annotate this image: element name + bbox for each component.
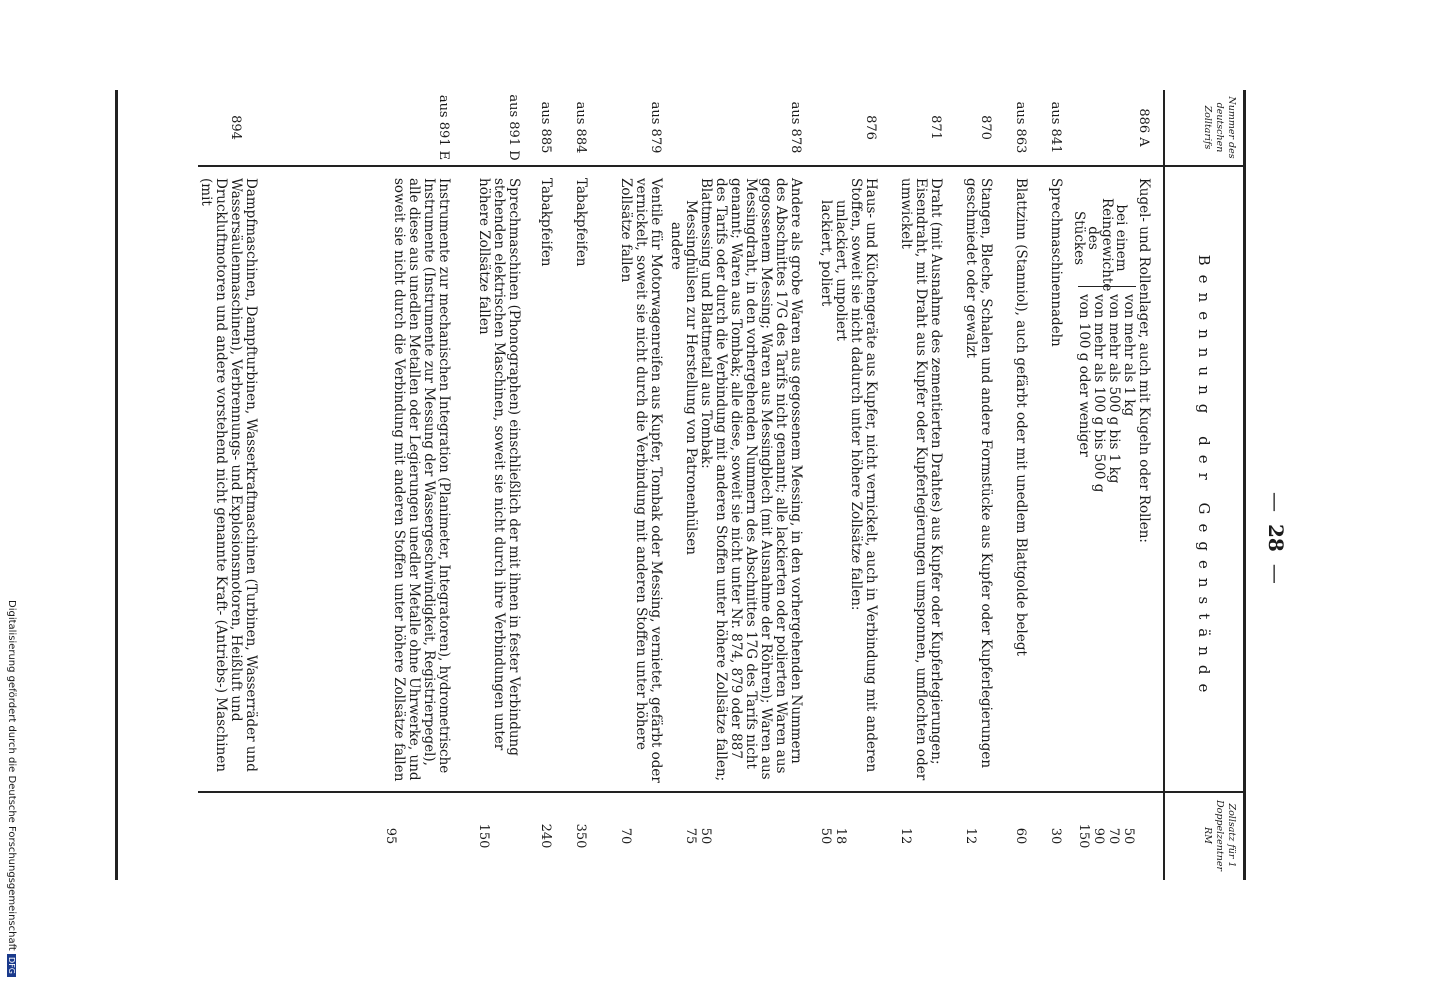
item-description: Tabakpfeifen (573, 178, 589, 267)
item-description (818, 178, 878, 783)
rate: 70 (1106, 827, 1121, 845)
rate-stack (818, 798, 848, 874)
tariff-number: aus 879 (648, 101, 663, 154)
footer-text: Digitalisierung gefördert durch die Deutsche Forschungsgemeinschaft (6, 600, 17, 951)
sub-item: andere (668, 222, 684, 270)
brace-items (1076, 294, 1136, 492)
tariff-number: aus 885 (538, 101, 553, 154)
tariff-number: aus 841 (1048, 101, 1063, 154)
rate: 60 (1013, 827, 1028, 845)
rate: 95 (383, 827, 398, 845)
rate-stack (1076, 798, 1136, 874)
page-number: —28— (1264, 492, 1288, 584)
item-text: Andere als grobe Waren aus gegossenem Messing, in den vorhergehenden Nummern des Abschnittes 17G des Tarifs nicht genannt; alle lackierten oder polierten Waren aus gegossenem Messing; Waren aus Messingblech (mit Ausnahme der Röhren); Waren aus Messingdraht, in den vorhergehenden Nummern des Abschnittes 17G des Tarifs nicht genannt; Waren aus Tombak; alle diese, soweit sie nicht unter Nr. 874, 879 oder 887 des Tarifs oder durch die Verbindung mit anderen Stoffen unter höhere Zollsätze fallen; Blattmessing und Blattmetall aus Tombak: (698, 178, 804, 782)
rate: 30 (1048, 827, 1063, 845)
tariff-number: aus 863 (1013, 101, 1028, 154)
footer-text-wrap (6, 600, 17, 995)
item-description: Tabakpfeifen (538, 178, 554, 267)
tariff-number: aus 891 D (506, 94, 521, 161)
rate: 12 (963, 827, 978, 845)
rate: 12 (898, 827, 913, 845)
sub-item: von mehr als 100 g bis 500 g (1091, 294, 1107, 493)
rate: 50 (1121, 827, 1136, 845)
brace (1078, 286, 1136, 287)
tariff-number: 870 (978, 115, 993, 140)
item-text: Haus- und Küchengeräte aus Kupfer, nicht vernickelt, auch in Verbindung mit anderen Stoffen, soweit sie nicht dadurch unter höhere Zollsätze fallen: (848, 178, 879, 773)
rate: 50 (698, 827, 713, 845)
rate: 150 (1076, 823, 1091, 849)
digitization-footer (6, 600, 18, 1000)
sub-item: lackiert, poliert (818, 200, 834, 307)
column-header-description: Benennung der Gegenstände (1195, 254, 1213, 702)
dfg-logo: DFG (7, 954, 16, 977)
item-description: Ventile für Motorwagenreifen aus Kupfer, Tombak oder Messing, vernietet, gefärbt oder vernickelt, soweit sie nicht durch die Verbindung mit anderen Stoffen unter höhere Zollsätze fallen (618, 178, 664, 783)
item-description: Sprechmaschinennadeln (1048, 178, 1064, 347)
tariff-number: aus 884 (573, 101, 588, 154)
item-description (1071, 178, 1152, 783)
rate: 70 (618, 827, 633, 845)
rate-stack (683, 798, 713, 874)
tariff-number: 886 A (1136, 108, 1151, 147)
item-description: Blattzinn (Stanniol), auch gefärbt oder mit unedlem Blattgolde belegt (1013, 178, 1029, 656)
item-description: Stangen, Bleche, Schalen und andere Formstücke aus Kupfer oder Kupferlegierungen geschmiedet oder gewalzt (963, 178, 994, 769)
item-description (668, 178, 803, 783)
rate: 90 (1091, 827, 1106, 845)
item-text: Kugel- und Rollenlager, auch mit Kugeln oder Rollen: (1136, 178, 1152, 543)
item-description: Instrumente zur mechanischen Integration (Planimeter, Integratoren), hydrometrische Instrumente (Instrumente zur Messung der Wassergeschwindigkeit, Registrierpegel), alle diese aus unedlen Metallen oder Legierungen unedler Metalle ohne Uhrwerke, und soweit sie nicht durch die Verbindung mit anderen Stoffen unter höhere Zollsätze fallen (391, 178, 452, 782)
sub-item: Messinghülsen zur Herstellung von Patronenhülsen (683, 200, 699, 555)
tariff-number: aus 891 E (436, 94, 451, 161)
rate: 350 (573, 823, 588, 849)
rate: 50 (818, 827, 833, 845)
tariff-number: aus 878 (788, 101, 803, 154)
column-divider (198, 165, 1243, 167)
column-header-number: Nummer des deutschen Zolltarifs (1202, 96, 1237, 159)
sub-item: von mehr als 500 g bis 1 kg (1106, 294, 1122, 484)
tariff-number: 894 (228, 115, 243, 140)
tariff-table (115, 90, 1246, 880)
sub-item: unlackiert, unpoliert (833, 200, 849, 341)
item-description: Dampfmaschinen, Dampfturbinen, Wasserkraftmaschinen (Turbinen, Wasserräder und Wassersäulenmaschinen), Verbrennungs- und Explosionsmotoren, Heißluft und Druckluftmotoren und andere vorstehend nicht genannte Kraft- (Antriebs-) Maschinen (mit (198, 178, 259, 772)
rate: 18 (833, 827, 848, 845)
sub-item: von mehr als 1 kg (1121, 294, 1137, 417)
item-description: Sprechmaschinen (Phonographen) einschließlich der mit ihnen in fester Verbindung stehenden elektrischen Maschinen, soweit sie nicht durch ihre Verbindungen unter höhere Zollsätze fallen (476, 178, 522, 756)
brace-label: bei einem Reingewichte des Stückes (1071, 198, 1129, 292)
column-header-rate: Zollsatz für 1 Doppelzentner RM (1202, 799, 1237, 871)
weight-brace-group (1071, 178, 1137, 783)
rate: 150 (476, 823, 491, 849)
tariff-number: 871 (928, 115, 943, 140)
tariff-number: 876 (863, 115, 878, 140)
item-description: Draht (mit Ausnahme des zementierten Drahtes) aus Kupfer oder Kupferlegierungen; Eisendraht, mit Draht aus Kupfer oder Kupferlegierungen umsponnen, umflochten oder umwickelt (898, 178, 944, 781)
rate: 240 (538, 823, 553, 849)
sub-item: von 100 g oder weniger (1076, 294, 1092, 457)
rate: 75 (683, 827, 698, 845)
header-divider (1163, 90, 1165, 880)
column-divider (198, 791, 1243, 793)
